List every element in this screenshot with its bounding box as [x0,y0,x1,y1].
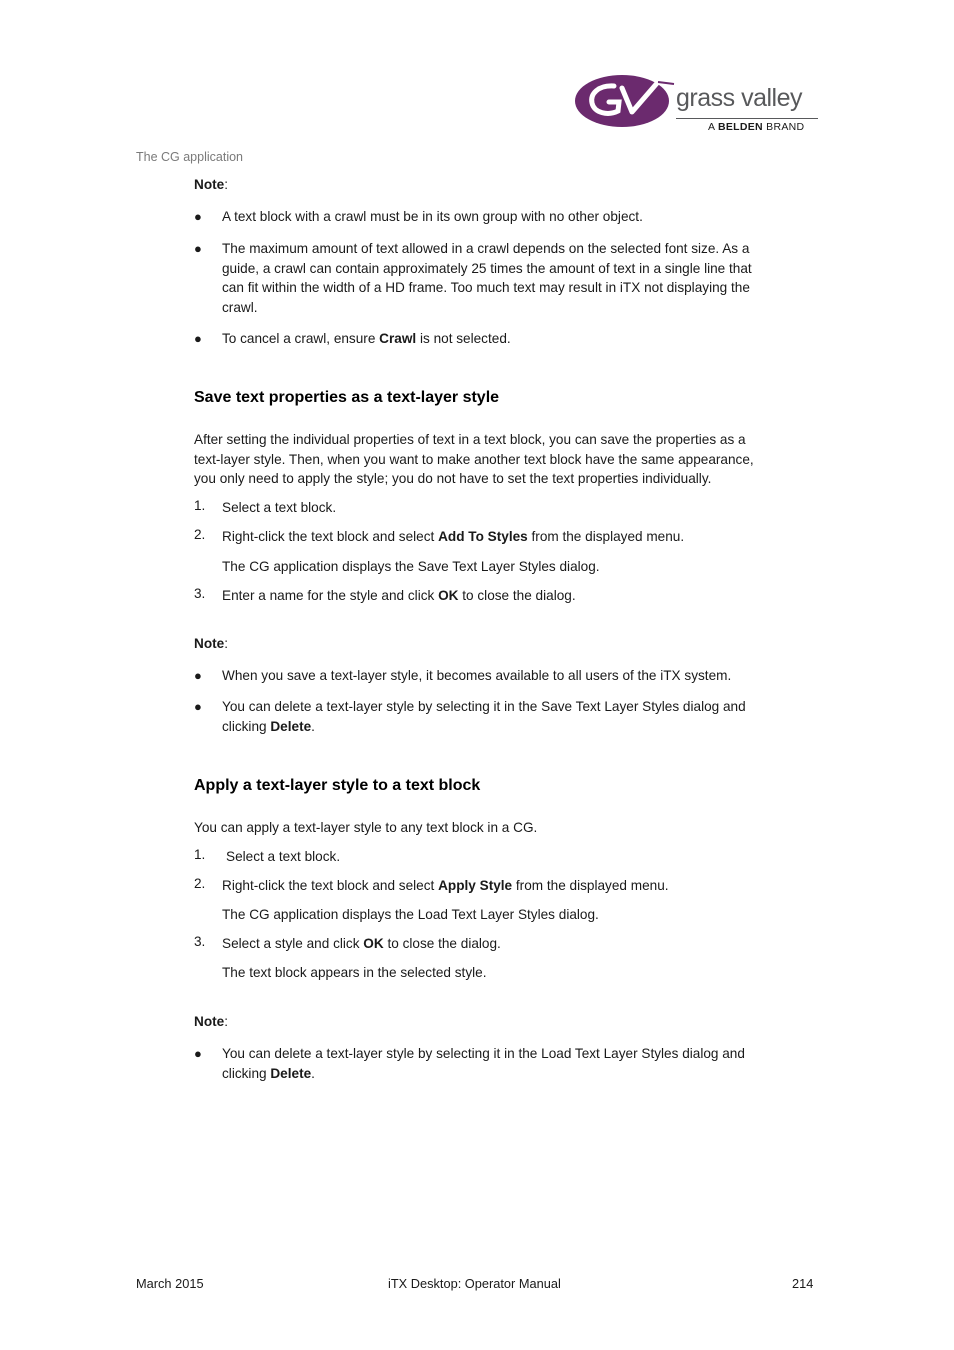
note-label: Note: [194,636,228,651]
note-bullet-text: The maximum amount of text allowed in a crawl depends on the selected font size. As a guide, a crawl can contain approximately 25 times the amount of text in a single line that can fit within the width of a HD frame. Too much text may result in iTX not displaying the crawl. [222,241,752,316]
step-text: Right-click the text block and select Add To Styles from the displayed menu. [222,529,685,544]
running-header: The CG application [136,150,244,164]
step-result: The CG application displays the Save Text Layer Styles dialog. [222,559,600,574]
note-label: Note: [194,1014,228,1029]
step-text: Right-click the text block and select Apply Style from the displayed menu. [222,878,669,893]
section-heading: Save text properties as a text-layer style [194,389,500,406]
step-number: 1. [194,498,206,513]
logo-wordmark: grass valley [676,84,802,112]
step-number: 1. [194,847,206,862]
step-text: Enter a name for the style and click OK to close the dialog. [222,588,576,603]
section-intro: You can apply a text-layer style to any text block in a CG. [194,820,538,835]
footer-title: iTX Desktop: Operator Manual [388,1276,561,1291]
step-text: Select a text block. [222,500,337,515]
note-bullet-text: You can delete a text-layer style by selecting it in the Save Text Layer Styles dialog and clicking Delete. [222,699,746,734]
bullet-icon: ● [194,331,202,346]
logo-divider [676,118,818,119]
footer-date: March 2015 [136,1276,204,1291]
note-bullet-text: When you save a text-layer style, it becomes available to all users of the iTX system. [222,668,732,683]
step-number: 3. [194,934,206,949]
section-heading: Apply a text-layer style to a text block [194,777,481,794]
step-number: 2. [194,876,206,891]
step-result: The CG application displays the Load Text Layer Styles dialog. [222,907,599,922]
logo-brand-line: A BELDEN BRAND [708,121,805,133]
bullet-icon: ● [194,241,202,256]
section-intro: After setting the individual properties of text in a text block, you can save the properties as a text-layer style. Then, when you want to make another text block have the same appearance, you only need to apply the style; you do not have to set the text properties individually. [194,432,754,487]
gv-emblem-icon [574,72,676,130]
note-bullet-text: You can delete a text-layer style by selecting it in the Load Text Layer Styles dialog and clicking Delete. [222,1046,745,1081]
bullet-icon: ● [194,1046,202,1061]
grass-valley-logo [574,70,824,136]
page-number: 214 [792,1276,814,1291]
note-bullet-text: To cancel a crawl, ensure Crawl is not selected. [222,331,511,346]
step-result: The text block appears in the selected style. [222,965,487,980]
note-label: Note: [194,177,228,192]
step-number: 2. [194,527,206,542]
step-text: Select a style and click OK to close the dialog. [222,936,501,951]
step-number: 3. [194,586,206,601]
note-bullet-text: A text block with a crawl must be in its own group with no other object. [222,209,643,224]
step-text: Select a text block. [226,849,341,864]
bullet-icon: ● [194,668,202,683]
bullet-icon: ● [194,699,202,714]
bullet-icon: ● [194,209,202,224]
